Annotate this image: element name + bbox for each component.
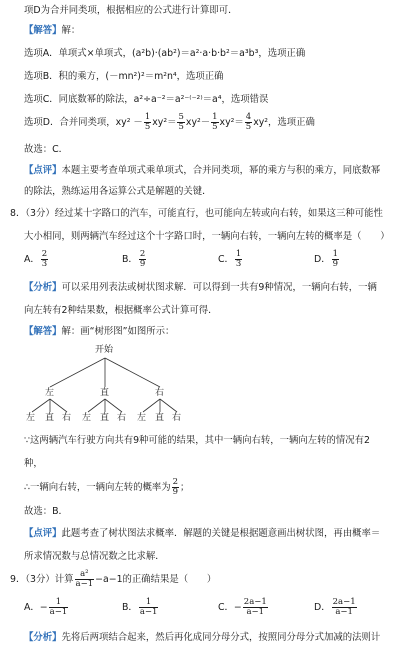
q8-stem-line2: 大小相同，则两辆汽车经过这个十字路口时，一辆向右转，一辆向左转的概率是（ ） [24,231,390,242]
frac-den: a−1 [246,607,265,617]
option-sign: − [39,602,48,613]
tree-leaf: 右 [62,413,72,423]
frac-num: 2 [139,249,146,259]
frac-num: 5 [178,112,184,122]
option-letter: C． [218,602,234,613]
question-number: 9． [10,574,26,585]
solution-lead: 解：画“树形图”如图所示： [61,326,175,337]
tree-level1-left: 左 [45,388,55,398]
frac-den: a−1 [75,579,94,589]
q7-option-a: 选项A．单项式×单项式，(a²b)·(ab²)＝a²·a·b·b²＝a³b³，选项正确 [24,48,306,59]
analysis-text: 可以采用列表法或树状图求解．可以得到一共有9种情况，一辆向右转，一辆 [61,282,377,293]
fraction [139,250,146,269]
frac-den: 5 [212,122,218,132]
q9-analysis-line1 [24,631,380,644]
question-stem: 计算 [54,574,74,585]
optd-mid2: xy²－ [185,117,211,128]
frac-num: 2 [172,477,179,487]
therefore-post: ； [180,482,190,493]
q8-comment-line2: 所求情况数与总情况数之比求解． [24,551,165,562]
optd-mid1: xy²＝ [152,117,177,128]
q7-answer: 故选：C． [24,144,69,155]
fraction [49,598,69,617]
fraction [211,113,218,132]
tree-leaf: 右 [172,413,182,423]
q9-option-b [122,598,159,617]
option-letter: B． [122,602,138,613]
q8-therefore [24,478,189,498]
frac-num: 2a−1 [332,597,356,607]
option-sign: − [233,602,242,613]
fraction [144,113,151,132]
q8-stem-line1 [10,207,383,220]
frac-num: 1 [49,598,69,608]
tree-level1-right: 右 [155,388,165,398]
fraction [243,598,268,617]
q7-option-c: 选项C．同底数幂的除法，a²÷a⁻²＝a²⁻⁽⁻²⁾＝a⁴，选项错误 [24,94,269,105]
question-score: （3分） [25,208,55,219]
optd-pre: 选项D．合并同类项，xy² － [24,117,143,128]
frac-num: 1 [144,112,151,122]
fraction [245,113,252,132]
option-letter: D． [314,254,331,265]
option-letter: A． [24,602,40,613]
fraction [172,478,179,497]
solution-tag: 【解答】 [24,326,62,337]
frac-den: a−1 [49,607,68,617]
fraction [139,598,159,617]
tree-leaf: 直 [155,413,165,423]
q8-analysis-line1 [24,281,377,294]
q7-comment-line2: 的除法，熟练运用各运算公式是解题的关键． [24,186,212,197]
frac-num: a² [75,570,95,580]
q8-because-line1: ∵这两辆汽车行驶方向共有9种可能的结果，其中一辆向右转，一辆向左转的情况有2 [24,435,371,446]
frac-den: a−1 [139,607,158,617]
option-letter: B． [122,254,138,265]
frac-num: 1 [212,112,218,122]
tree-leaf: 直 [45,413,55,423]
analysis-tag: 【分析】 [24,282,62,293]
question-score: （3分） [25,574,55,585]
frac-num: 1 [139,598,159,608]
top-line: 项D为合并同类项，根据相应的公式进行计算即可． [24,5,238,16]
frac-den: 9 [139,259,146,269]
q9-option-c [218,598,269,617]
q8-answer: 故选：B． [24,506,68,517]
comment-tag: 【点评】 [24,165,62,176]
q9-option-d [314,598,358,617]
solution-tag: 【解答】 [24,25,62,36]
tree-level1-straight: 直 [100,388,110,398]
q8-comment-line1 [24,527,380,540]
frac-den: a−1 [335,607,353,617]
q8-analysis-line2: 向左转有2种结果数，根据概率公式计算可得． [24,305,218,316]
q8-option-c [218,250,243,269]
tree-leaf: 左 [137,413,147,423]
tree-leaf: 左 [82,413,92,423]
q8-option-b [122,250,147,269]
tree-root: 开始 [95,345,114,355]
q8-because-line2: 种， [24,458,43,469]
fraction [332,250,339,269]
q7-solution-heading [24,24,80,37]
frac-den: 9 [332,259,339,269]
question-stem: 经过某十字路口的汽车，可能直行，也可能向左转或向右转，如果这三种可能性 [54,208,383,219]
frac-num: 2 [41,249,48,259]
frac-num: 1 [235,249,242,259]
frac-den: 5 [245,122,252,132]
q9-option-a [24,598,69,617]
q7-option-d [24,113,315,133]
frac-den: 3 [235,259,242,269]
tree-leaf: 直 [100,413,110,423]
fraction [235,250,242,269]
fraction [177,113,184,132]
q8-option-a [24,250,49,269]
analysis-tag: 【分析】 [24,632,62,643]
question-stem-post: −a−1的正确结果是（ ） [95,574,217,585]
option-letter: C． [218,254,234,265]
q8-solution-heading [24,325,174,338]
frac-num: 4 [245,112,252,122]
fraction [332,598,357,617]
optd-post: xy²，选项正确 [253,117,315,128]
frac-den: 3 [41,259,48,269]
q8-option-d [314,250,340,269]
frac-num: 2a−1 [243,597,267,607]
question-number: 8． [10,208,26,219]
q7-option-b: 选项B．积的乘方，(－mn²)²＝m²n⁴，选项正确 [24,71,224,82]
frac-den: 5 [178,122,184,132]
option-letter: A． [24,254,40,265]
comment-tag: 【点评】 [24,528,62,539]
fraction [41,250,48,269]
frac-num: 1 [332,249,339,259]
frac-den: 5 [144,122,151,132]
therefore-text: ∴一辆向右转，一辆向左转的概率为 [24,482,171,493]
q7-comment-line1 [24,164,380,177]
comment-text: 此题考查了树状图法求概率．解题的关键是根据题意画出树状图，再由概率＝ [61,528,381,539]
option-letter: D． [314,602,331,613]
tree-leaf: 左 [26,413,36,423]
solution-lead: 解： [61,25,81,36]
fraction [75,570,95,589]
optd-mid3: xy²＝ [219,117,244,128]
frac-den: 9 [172,487,179,497]
tree-leaf: 右 [117,413,127,423]
analysis-text: 先将后两项结合起来，然后再化成同分母分式，按照同分母分式加减的法则计 [61,632,381,643]
q9-stem [10,568,216,592]
comment-text: 本题主要考查单项式乘单项式，合并同类项，幂的乘方与积的乘方，同底数幂 [61,165,381,176]
